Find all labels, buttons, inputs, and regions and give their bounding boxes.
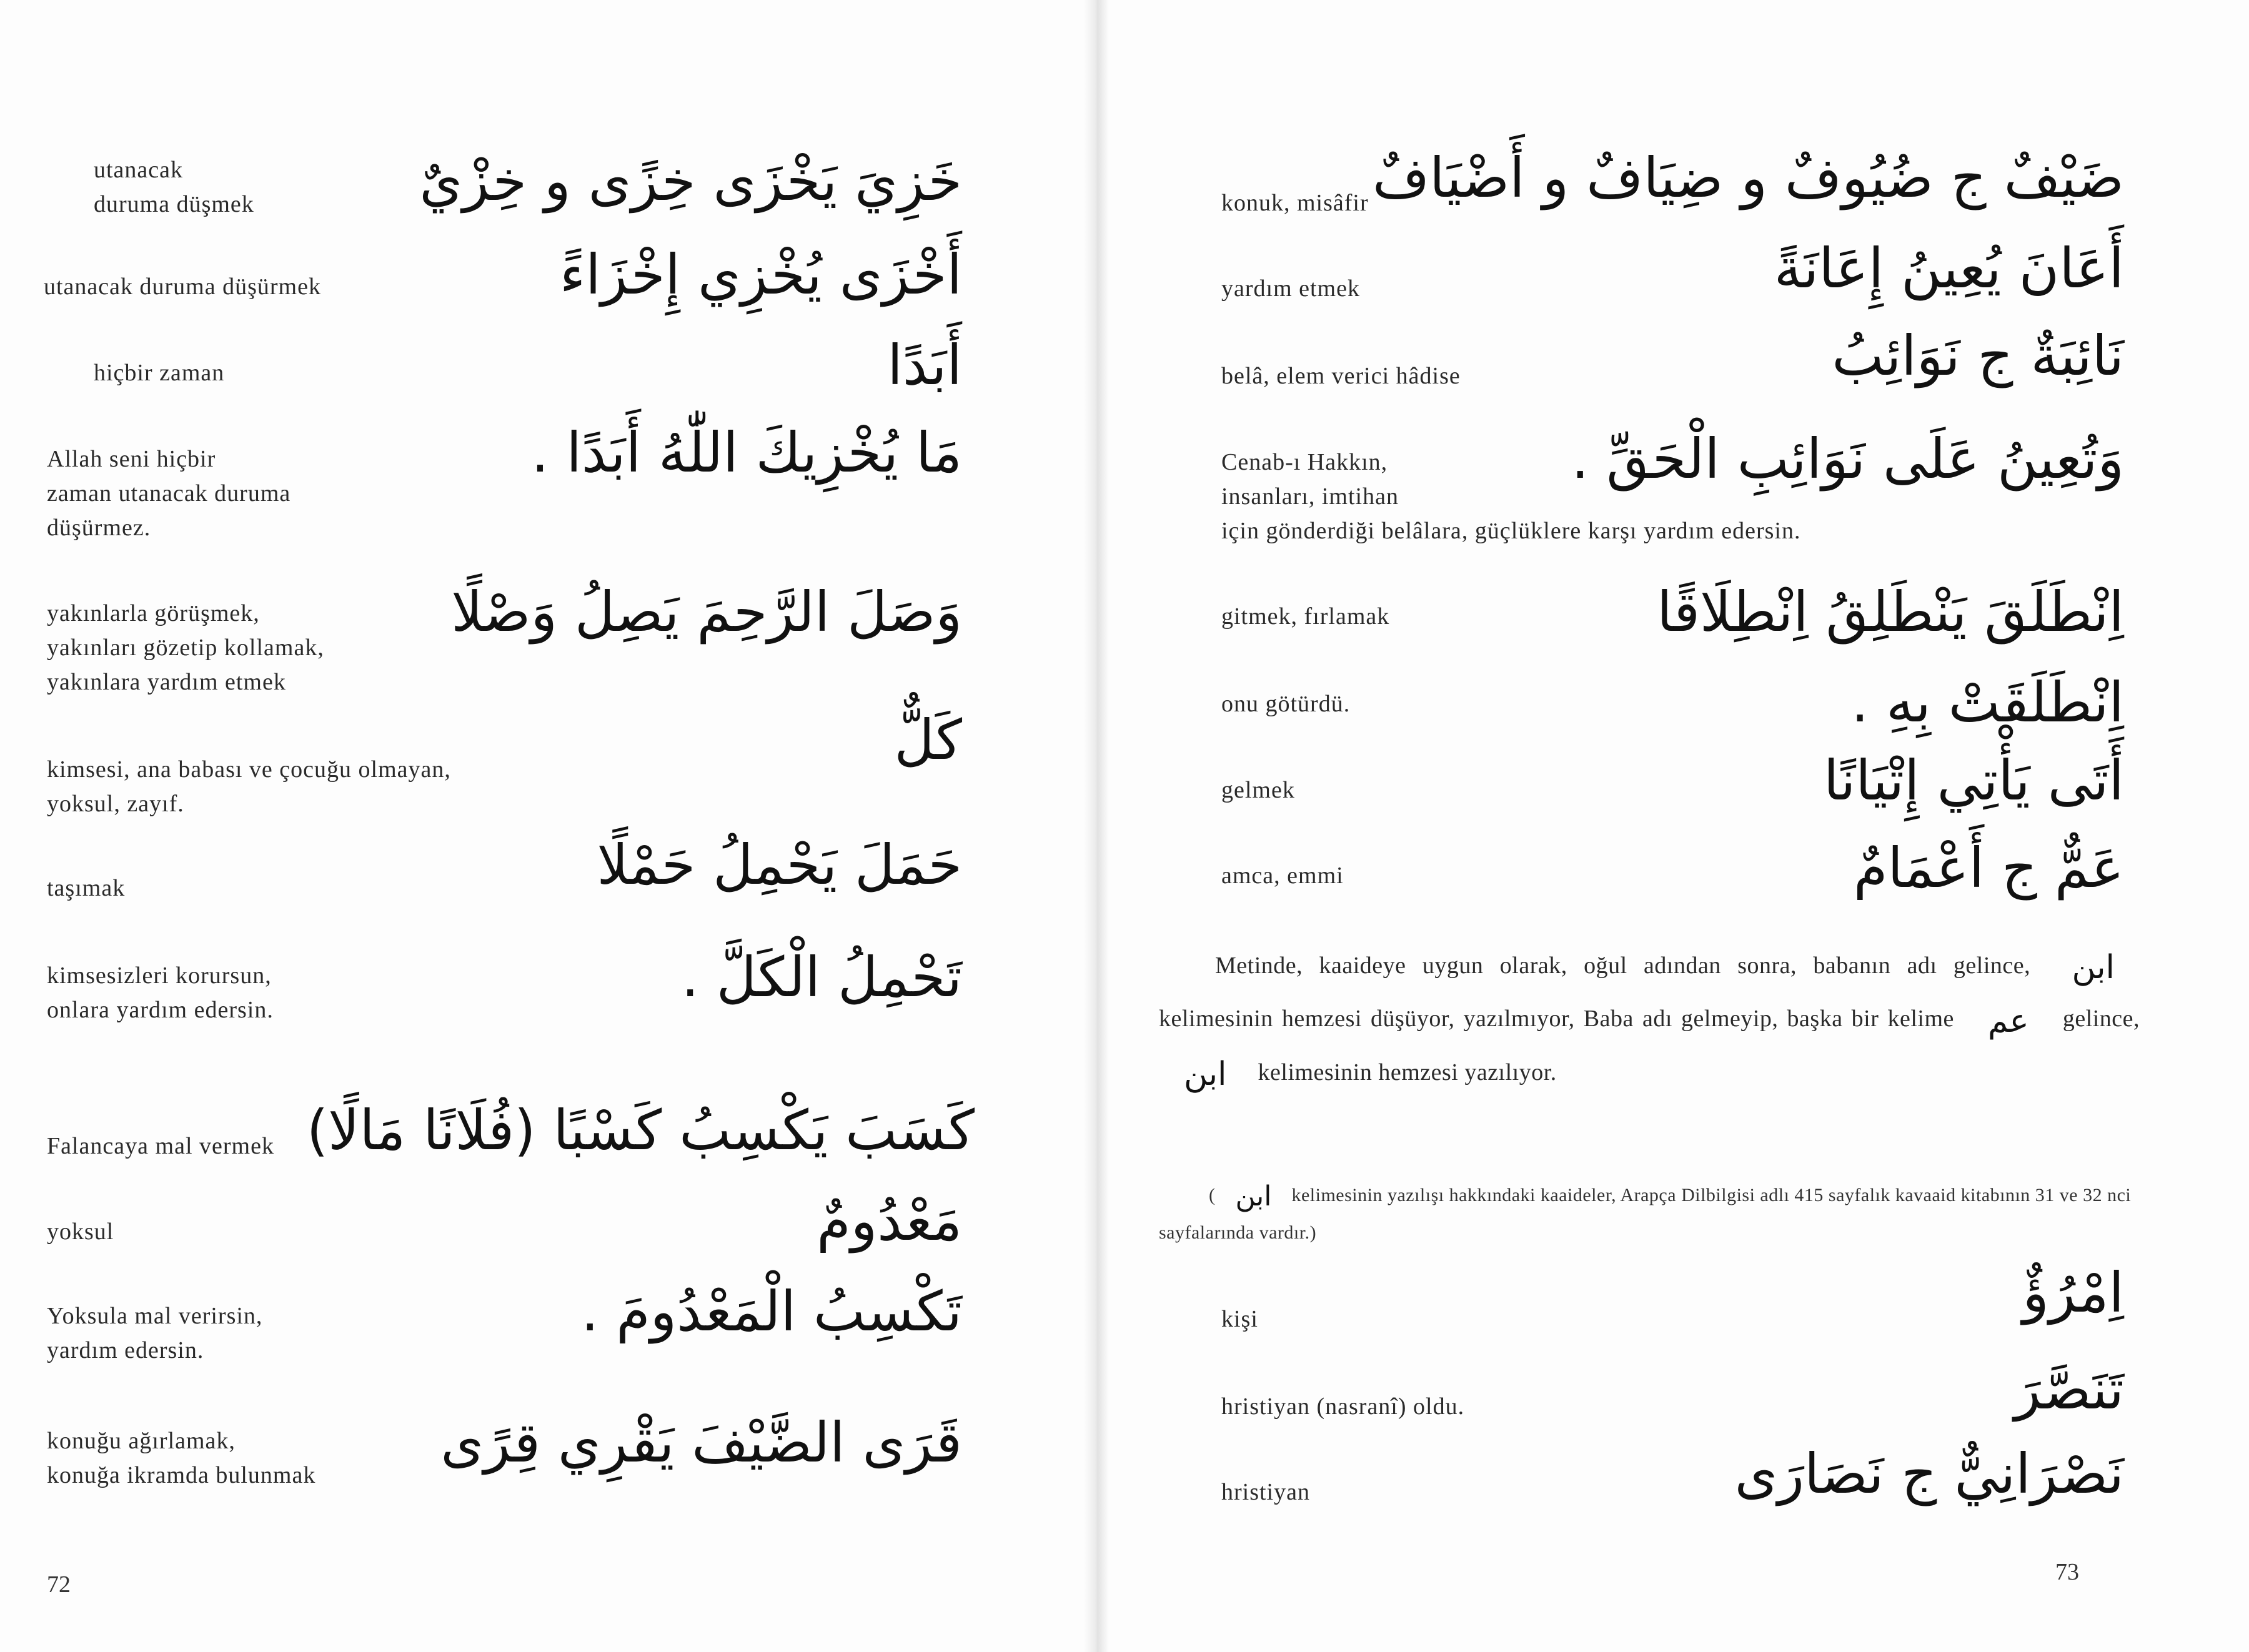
translation-text: yoksul [47,1219,114,1245]
arabic-text: تَكْسِبُ الْمَعْدُومَ . [581,1279,962,1343]
note-paren: ( [1209,1185,1216,1205]
translation-text: konuğu ağırlamak, konuğa ikramda bulunmak [47,1428,316,1488]
arabic-text: مَا يُخْزِيكَ اللّٰهُ أَبَدًا . [531,420,962,485]
right-page [1100,0,2249,1652]
arabic-text: كَسَبَ يَكْسِبُ كَسْبًا (فُلَانًا مَالًا) [306,1098,975,1162]
arabic-word: ابن [2072,949,2115,987]
arabic-word: ابن [1235,1180,1272,1213]
translation-text: onu götürdü. [1221,691,1351,717]
paragraph-text: Metinde, kaaideye uygun olarak, oğul adından sonra, babanın adı gelince, [1215,952,2031,979]
arabic-text: تَحْمِلُ الْكَلَّ . [681,945,962,1009]
arabic-text: كَلٌّ [894,708,962,772]
translation-text: kimsesizleri korursun, onlara yardım edersin. [47,962,274,1023]
arabic-text: خَزِيَ يَخْزَى خِزًى و خِزْيٌ [419,149,962,213]
translation-text: hristiyan [1221,1479,1310,1505]
footnote [1159,1177,2146,1251]
arabic-word: عم [1988,1002,2029,1040]
paragraph-text: gelince, [2062,1006,2140,1032]
translation-text: gelmek [1221,777,1295,803]
note-text: kelimesinin yazılışı hakkındaki kaaideler, Arapça Dilbilgisi adlı 415 sayfalık kavaaid kitabının 31 ve 32 nci sayfalarında vardır.) [1159,1185,2132,1244]
translation-text: taşımak [47,875,126,901]
arabic-text: حَمَلَ يَحْمِلُ حَمْلًا [597,833,962,897]
translation-text: Falancaya mal vermek [47,1133,274,1159]
translation-text: gitmek, fırlamak [1221,603,1390,630]
arabic-text: قَرَى الضَّيْفَ يَقْرِي قِرًى [440,1410,962,1475]
translation-text: utanacak duruma düşmek [94,157,254,217]
arabic-text: مَعْدُومٌ [817,1189,962,1253]
arabic-text: وَصَلَ الرَّحِمَ يَصِلُ وَصْلًا [451,580,962,644]
translation-text: amca, emmi [1221,863,1344,889]
arabic-word: ابن [1184,1055,1227,1093]
page-number: 72 [47,1571,71,1598]
arabic-text: أَبَدًا [887,333,962,397]
arabic-text: نَصْرَانِيٌّ ج نَصَارَى [1734,1442,2124,1506]
translation-text: hristiyan (nasranî) oldu. [1221,1393,1465,1420]
explanation-paragraph [1159,940,2140,1100]
translation-text: hiçbir zaman [94,360,225,386]
translation-text: Yoksula mal verirsin, yardım edersin. [47,1303,263,1363]
translation-text: belâ, elem verici hâdise [1221,363,1461,389]
translation-text: utanacak duruma düşürmek [44,274,321,300]
paragraph-text: kelimesinin hemzesi düşüyor, yazılmıyor, Baba adı gelmeyip, başka bir kelime [1159,1006,1954,1032]
translation-text: Allah seni hiçbir zaman utanacak duruma düşürmez. [47,446,291,541]
arabic-text: أَتَى يَأْتِي إِتْيَانًا [1824,748,2124,813]
arabic-text: اِنْطَلَقَ يَنْطَلِقُ اِنْطِلَاقًا [1657,580,2124,644]
arabic-text: اِنْطَلَقَتْ بِهِ . [1851,670,2124,734]
translation-text: kimsesi, ana babası ve çocuğu olmayan, yoksul, zayıf. [47,756,451,817]
translation-text: kişi [1221,1306,1258,1332]
arabic-text: ضَيْفٌ ج ضُيُوفٌ و ضِيَافٌ و أَضْيَافٌ [1372,146,2124,210]
arabic-text: نَائِبَةٌ ج نَوَائِبُ [1832,324,2124,388]
arabic-text: وَتُعِينُ عَلَى نَوَائِبِ الْحَقِّ . [1571,427,2124,491]
arabic-text: اِمْرُؤٌ [2022,1260,2124,1325]
translation-text: konuk, misâfir [1221,190,1369,216]
page-number: 73 [2055,1559,2079,1585]
translation-text: Cenab-ı Hakkın, insanları, imtihan için gönderdiği belâlara, güçlüklere karşı yardım edersin. [1221,449,1801,544]
arabic-text: أَعَانَ يُعِينُ إِعَانَةً [1774,236,2124,300]
arabic-text: تَنَصَّرَ [2014,1357,2124,1422]
translation-text: yardım etmek [1221,275,1360,302]
arabic-text: عَمٌّ ج أَعْمَامٌ [1854,836,2124,900]
left-page [0,0,1087,1652]
arabic-text: أَخْزَى يُخْزِي إِخْزَاءً [559,242,962,307]
translation-text: yakınlarla görüşmek, yakınları gözetip kollamak, yakınlara yardım etmek [47,600,324,695]
paragraph-text: kelimesinin hemzesi yazılıyor. [1258,1059,1557,1086]
